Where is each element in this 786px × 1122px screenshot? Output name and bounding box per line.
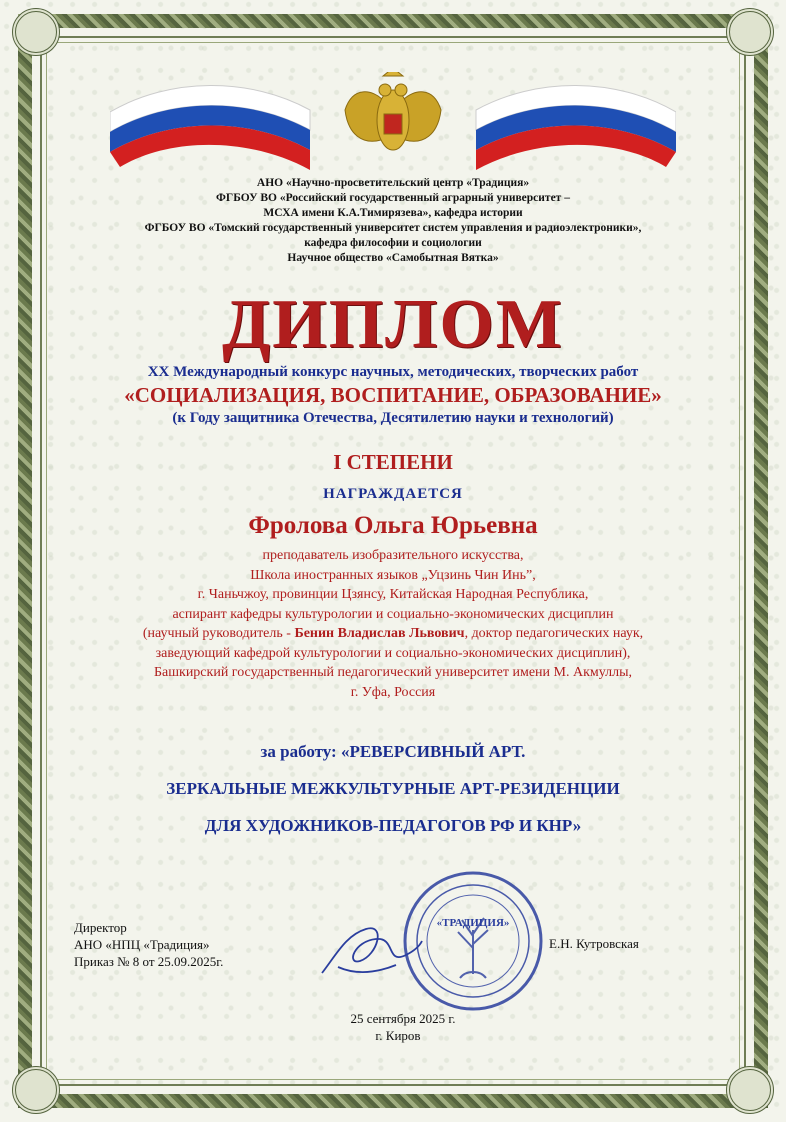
details-text: (научный руководитель - [142,626,295,641]
director-order: Приказ № 8 от 25.09.2025г. [74,954,224,969]
director-title: Директор [74,920,127,935]
supervisor-name: Бенин Владислав Львович [294,626,465,641]
corner-ornament [12,1066,60,1114]
contest-block [0,362,786,428]
signature [316,915,426,985]
details-line: Школа иностранных языков „Уцзинь Чин Инь”, [250,567,536,583]
corner-ornament [726,8,774,56]
organizer-line: ФГБОУ ВО «Российский государственный аграрный университет – [216,192,570,204]
issue-city: г. Киров [375,1028,421,1043]
diploma-title: ДИПЛОМ [222,286,564,363]
work-line: ЗЕРКАЛЬНЫЕ МЕЖКУЛЬТУРНЫЕ АРТ-РЕЗИДЕНЦИИ [166,779,620,798]
organizer-line: ФГБОУ ВО «Томский государственный университет систем управления и радиоэлектроники», [144,222,642,234]
work-line: за работу: «РЕВЕРСИВНЫЙ АРТ. [260,742,526,761]
details-text: , доктор педагогических наук, [464,626,644,641]
details-line: преподаватель изобразительного искусства, [262,548,524,563]
corner-ornament [12,8,60,56]
work-line: ДЛЯ ХУДОЖНИКОВ-ПЕДАГОГОВ РФ И КНР» [204,816,582,835]
flag-ribbon-emblem [110,72,676,172]
stamp-label: «ТРАДИЦИЯ» [436,917,510,929]
contest-name: «СОЦИАЛИЗАЦИЯ, ВОСПИТАНИЕ, ОБРАЗОВАНИЕ» [124,383,662,407]
work-title-block [0,733,786,844]
contest-dedication: (к Году защитника Отечества, Десятилетию науки и технологий) [172,410,614,426]
contest-line: XX Международный конкурс научных, методических, творческих работ [147,364,639,380]
details-line: Башкирский государственный педагогический университет имени М. Акмуллы, [153,665,633,680]
signer-name: Е.Н. Кутровская [549,936,639,951]
date-block [0,1010,786,1044]
degree-label: I СТЕПЕНИ [333,450,453,474]
organizer-line: кафедра философии и социологии [304,237,482,249]
recipient-name: Фролова Ольга Юрьевна [248,512,538,539]
details-line: г. Уфа, Россия [350,684,436,700]
organizer-line: МСХА имени К.А.Тимирязева», кафедра истории [263,207,523,219]
director-org: АНО «НПЦ «Традиция» [74,937,210,952]
awarded-label: НАГРАЖДАЕТСЯ [323,486,463,502]
corner-ornament [726,1066,774,1114]
organizers-block [0,176,786,266]
issue-date: 25 сентября 2025 г. [350,1011,456,1026]
details-line [0,624,786,644]
details-line: заведующий кафедрой культурологии и социально-экономических дисциплин), [155,645,631,661]
organizer-line: Научное общество «Самобытная Вятка» [287,252,499,264]
director-block [74,919,223,970]
details-line: аспирант кафедры культурологии и социально-экономических дисциплин [172,606,614,622]
organizer-line: АНО «Научно-просветительский центр «Традиция» [256,177,530,189]
details-line: г. Чаньчжоу, провинции Цзянсу, Китайская Народная Республика, [197,587,589,602]
recipient-details [0,546,786,702]
